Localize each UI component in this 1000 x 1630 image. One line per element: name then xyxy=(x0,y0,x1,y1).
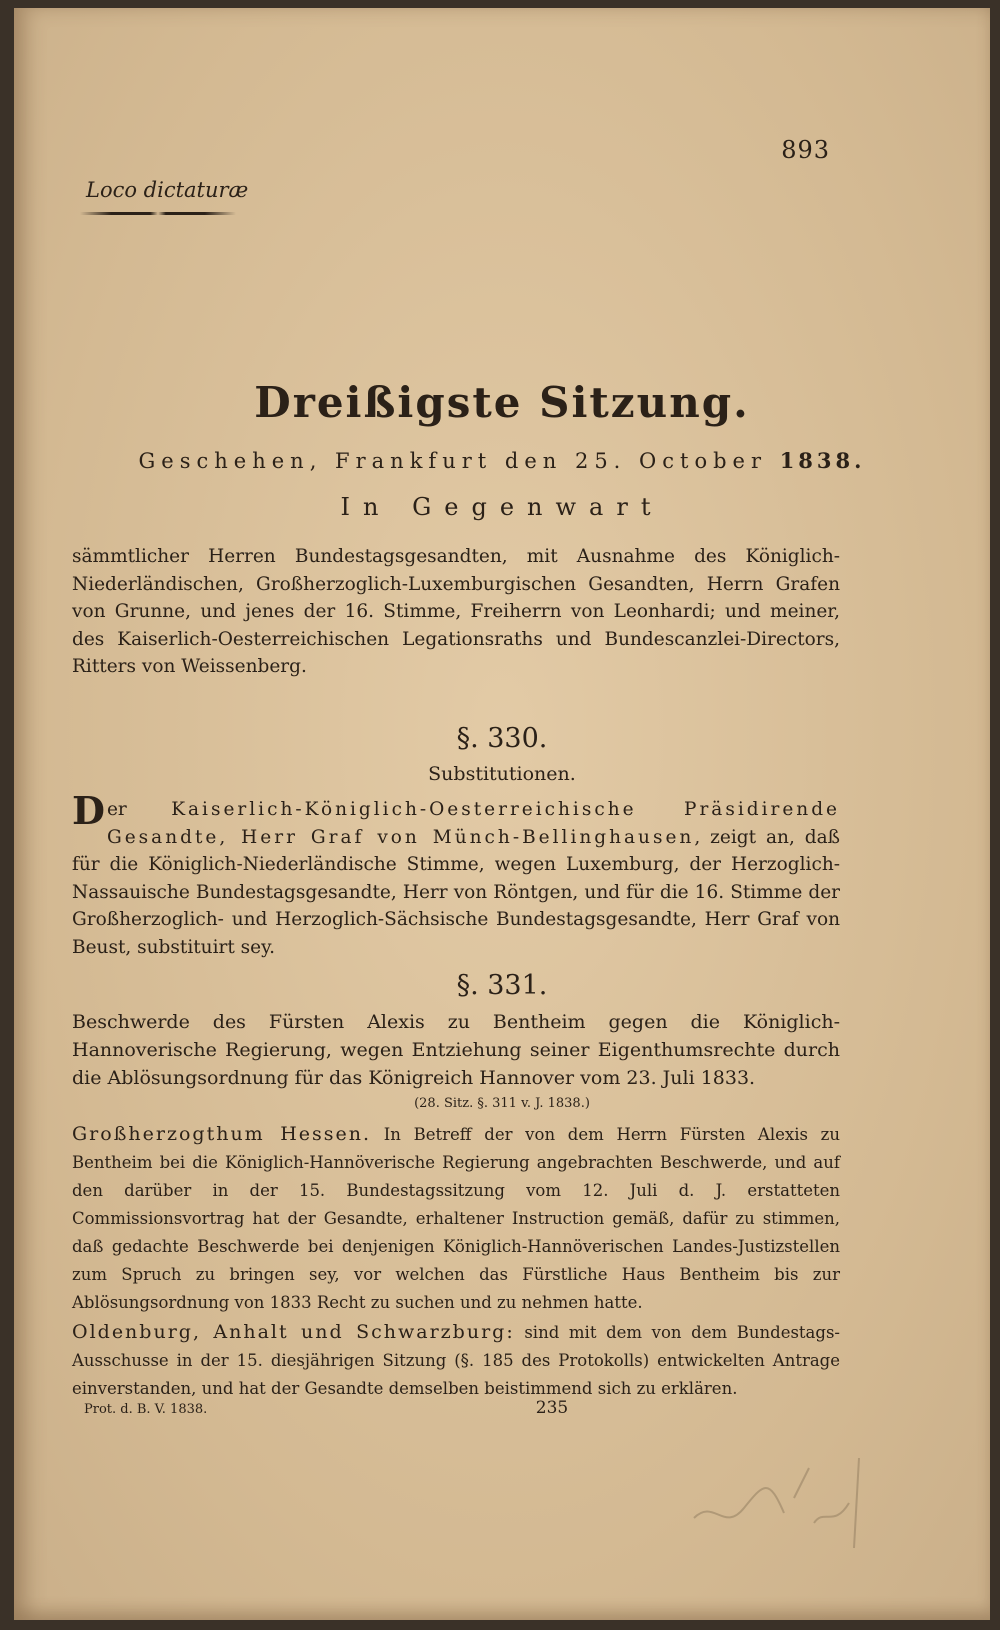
hessen-text: In Betreff der von dem Herrn Fürsten Alexis zu Bentheim bei die Königlich-Hannöverische Regierung angebrachten Beschwerde, und auf den darüber in der 15. Bundestagssitzung vom 12. Juli d. J. erstatteten Commissionsvortrag hat der Gesandte, erhaltener Instruction gemäß, dafür zu stimmen, daß gedachte Beschwerde bei denjenigen Königlich-Hannöverischen Landes-Justizstellen zum Spruch zu bringen sey, vor welchen das Fürstliche Haus Bentheim bis zur Ablösungsordnung von 1833 Recht zu suchen und zu nehmen hatte. xyxy=(72,1125,840,1312)
pencil-scribble xyxy=(674,1438,874,1558)
section-330-line-start: er xyxy=(106,799,172,820)
footer-protocol-ref: Prot. d. B. V. 1838. xyxy=(84,1402,208,1417)
section-330-heading: §. 330. xyxy=(456,723,548,754)
session-date-line xyxy=(14,448,990,473)
oldenburg-lead: Oldenburg, Anhalt und Schwarzburg: xyxy=(72,1321,515,1343)
section-330-envoy-name: Kaiserlich-Königlich-Oesterreichische Präsidirende Gesandte, Herr Graf von Münch-Bellinghausen xyxy=(106,799,840,848)
loco-underline-rule xyxy=(80,212,236,215)
section-330-text: , zeigt an, daß für die Königlich-Niederländische Stimme, wegen Luxemburg, der Herzoglich-Nassauische Bundestagsgesandte, Herr von Röntgen, und für die 16. Stimme der Großherzoglich- und Herzoglich-Sächsische Bundestagsgesandte, Herr Graf von Beust, substituirt sey. xyxy=(72,826,840,958)
footer-sheet-number: 235 xyxy=(535,1398,569,1418)
drop-cap: D xyxy=(72,788,105,833)
hessen-lead: Großherzogthum Hessen. xyxy=(72,1123,372,1145)
oldenburg-text: sind mit dem von dem Bundestags-Ausschusse in der 15. diesjährigen Sitzung (§. 185 des Protokolls) entwickelten Antrage einverstanden, und hat der Gesandte demselben beistimmend sich zu erklären. xyxy=(72,1323,840,1398)
attendance-paragraph: sämmtlicher Herren Bundestagsgesandten, mit Ausnahme des Königlich-Niederländischen, Großherzoglich-Luxemburgischen Gesandten, Herrn Grafen von Grunne, und jenes der 16. Stimme, Freiherrn von Leonhardi; und meiner, des Kaiserlich-Oesterreichischen Legationsraths und Bundescanzlei-Directors, Ritters von Weissenberg. xyxy=(72,546,840,677)
page-number: 893 xyxy=(781,136,830,164)
date-year: 1838. xyxy=(779,448,866,473)
document-page xyxy=(14,8,990,1620)
section-331-title: Beschwerde des Fürsten Alexis zu Bentheim gegen die Königlich-Hannoverische Regierung, wegen Entziehung seiner Eigenthumsrechte durch die Ablösungsordnung für das Königreich Hannover vom 23. Juli 1833. xyxy=(72,1011,840,1089)
section-330-subheading: Substitutionen. xyxy=(428,763,576,785)
hessen-paragraph xyxy=(72,1120,840,1317)
presence-heading: In Gegenwart xyxy=(340,493,664,521)
session-title: Dreißigste Sitzung. xyxy=(254,378,750,427)
loco-dictaturae-note: Loco dictaturæ xyxy=(86,178,249,202)
section-331-reference: (28. Sitz. §. 311 v. J. 1838.) xyxy=(414,1096,590,1111)
oldenburg-paragraph xyxy=(72,1318,840,1403)
section-330-body xyxy=(72,788,840,961)
date-text: Geschehen, Frankfurt den 25. October xyxy=(138,449,767,473)
section-331-heading: §. 331. xyxy=(456,970,548,1001)
